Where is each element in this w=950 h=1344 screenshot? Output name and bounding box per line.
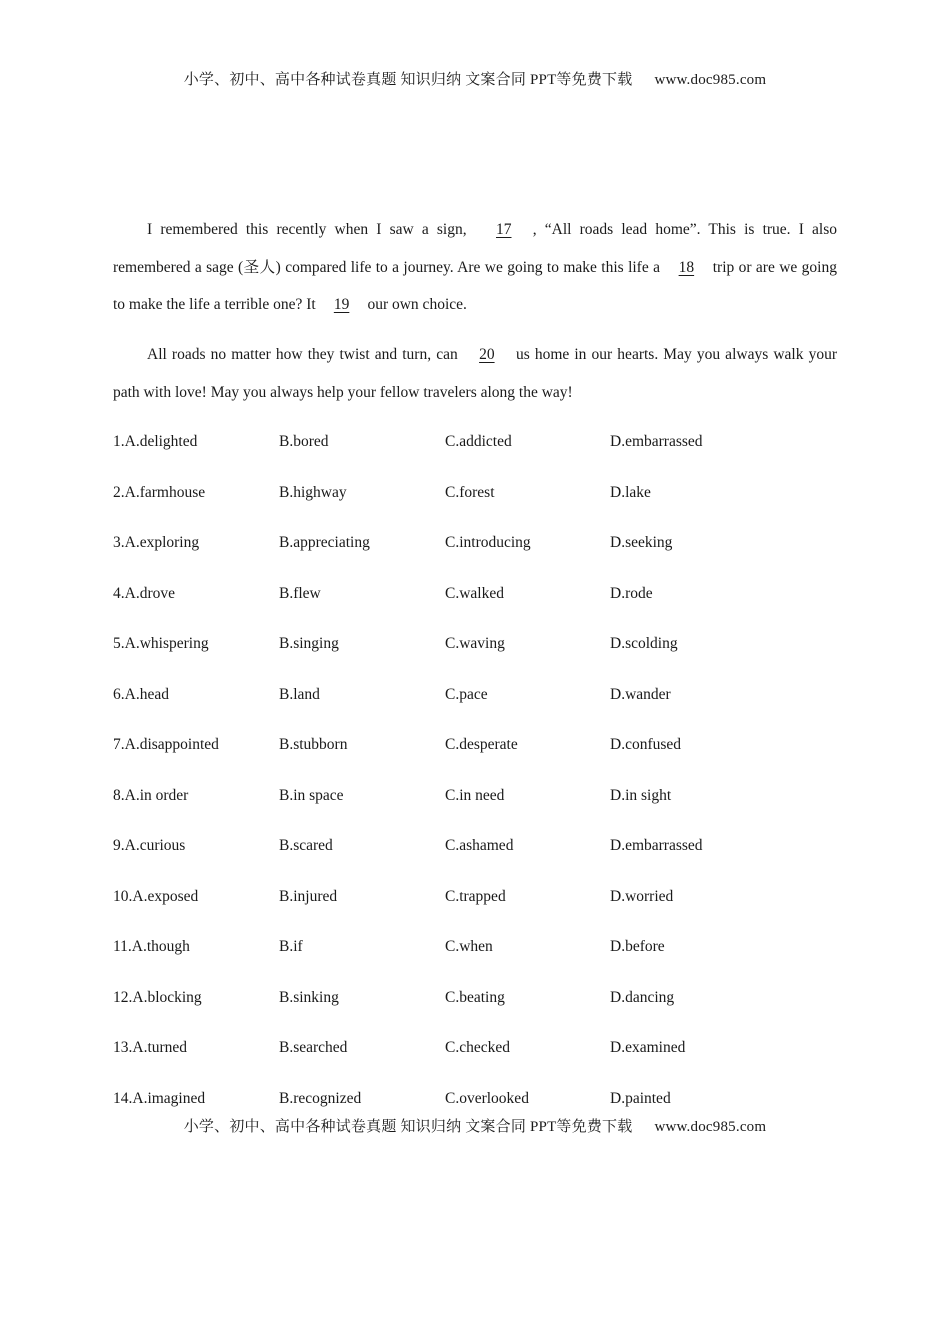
passage-paragraph-1 bbox=[113, 211, 837, 324]
option-d: D.wander bbox=[610, 685, 671, 703]
question-row bbox=[113, 630, 837, 681]
answer-options-list bbox=[113, 428, 837, 1135]
option-b: B.sinking bbox=[279, 988, 339, 1006]
blank-18: 18 bbox=[678, 258, 695, 276]
paragraph-text: us home in our hearts. May you always walk your path with love! May you always help your fellow travelers along the way! bbox=[113, 346, 837, 401]
option-b: B.injured bbox=[279, 887, 338, 905]
option-b: B.in space bbox=[279, 786, 344, 804]
header-url[interactable]: www.doc985.com bbox=[654, 72, 767, 88]
option-b: B.stubborn bbox=[279, 736, 348, 753]
option-c: C.walked bbox=[445, 584, 504, 602]
option-a: 4.A.drove bbox=[113, 584, 175, 602]
page-footer bbox=[0, 1115, 950, 1136]
paragraph-text: I remembered this recently when I saw a sign, bbox=[147, 221, 475, 238]
question-row bbox=[113, 984, 837, 1035]
question-row bbox=[113, 731, 837, 782]
option-d: D.before bbox=[610, 938, 665, 955]
blank-17: 17 bbox=[496, 221, 512, 238]
option-c: C.beating bbox=[445, 988, 505, 1006]
option-a: 3.A.exploring bbox=[113, 534, 200, 551]
option-a: 8.A.in order bbox=[113, 786, 189, 804]
option-a: 9.A.curious bbox=[113, 837, 186, 854]
option-d: D.dancing bbox=[610, 988, 675, 1006]
footer-text: 小学、初中、高中各种试卷真题 知识归纳 文案合同 PPT等免费下载 bbox=[183, 1119, 633, 1135]
option-b: B.highway bbox=[279, 483, 347, 501]
option-b: B.recognized bbox=[279, 1089, 362, 1107]
option-a: 13.A.turned bbox=[113, 1039, 188, 1056]
option-a: 2.A.farmhouse bbox=[113, 483, 206, 501]
paragraph-text: , “All roads lead home”. This is true. I also remembered a sage (圣人) compared life to a journey. Are we going to make this life a bbox=[113, 221, 837, 276]
option-c: C.addicted bbox=[445, 433, 512, 450]
blank-19: 19 bbox=[333, 296, 350, 313]
option-b: B.bored bbox=[279, 433, 329, 450]
option-a: 10.A.exposed bbox=[113, 887, 199, 905]
question-row bbox=[113, 782, 837, 833]
option-d: D.lake bbox=[610, 483, 651, 501]
option-a: 14.A.imagined bbox=[113, 1089, 206, 1107]
option-d: D.embarrassed bbox=[610, 837, 703, 854]
option-c: C.introducing bbox=[445, 534, 531, 551]
question-row bbox=[113, 832, 837, 883]
question-row bbox=[113, 580, 837, 631]
question-row bbox=[113, 1034, 837, 1085]
option-c: C.ashamed bbox=[445, 837, 514, 854]
footer-url[interactable]: www.doc985.com bbox=[654, 1119, 767, 1135]
option-a: 7.A.disappointed bbox=[113, 736, 219, 753]
option-d: D.in sight bbox=[610, 786, 672, 804]
question-row bbox=[113, 428, 837, 479]
option-c: C.desperate bbox=[445, 736, 518, 753]
option-d: D.seeking bbox=[610, 534, 673, 551]
option-b: B.flew bbox=[279, 584, 321, 602]
paragraph-text: our own choice. bbox=[363, 296, 467, 313]
option-c: C.checked bbox=[445, 1039, 510, 1056]
passage-paragraph-2 bbox=[113, 336, 837, 411]
option-b: B.if bbox=[279, 938, 303, 955]
option-c: C.trapped bbox=[445, 887, 506, 905]
option-d: D.examined bbox=[610, 1039, 686, 1056]
option-a: 5.A.whispering bbox=[113, 635, 209, 652]
option-a: 1.A.delighted bbox=[113, 433, 198, 450]
option-a: 6.A.head bbox=[113, 685, 169, 703]
option-d: D.painted bbox=[610, 1089, 671, 1107]
paragraph-text: All roads no matter how they twist and turn, can bbox=[147, 346, 463, 363]
paragraph-text: trip or are we going to make the life a terrible one? It bbox=[113, 258, 837, 313]
option-c: C.when bbox=[445, 938, 493, 955]
option-a: 12.A.blocking bbox=[113, 988, 202, 1006]
option-d: D.scolding bbox=[610, 635, 678, 652]
option-b: B.scared bbox=[279, 837, 333, 854]
option-c: C.overlooked bbox=[445, 1089, 529, 1107]
option-d: D.embarrassed bbox=[610, 433, 703, 450]
question-row bbox=[113, 529, 837, 580]
option-c: C.in need bbox=[445, 786, 505, 804]
option-d: D.worried bbox=[610, 887, 674, 905]
option-c: C.pace bbox=[445, 685, 488, 703]
page-header bbox=[0, 68, 950, 89]
option-b: B.appreciating bbox=[279, 534, 370, 551]
option-b: B.land bbox=[279, 685, 320, 703]
question-row bbox=[113, 933, 837, 984]
option-d: D.confused bbox=[610, 736, 682, 753]
option-c: C.forest bbox=[445, 483, 495, 501]
option-c: C.waving bbox=[445, 635, 505, 652]
question-row bbox=[113, 479, 837, 530]
header-text: 小学、初中、高中各种试卷真题 知识归纳 文案合同 PPT等免费下载 bbox=[183, 72, 633, 88]
option-a: 11.A.though bbox=[113, 938, 190, 955]
blank-20: 20 bbox=[479, 346, 495, 363]
option-d: D.rode bbox=[610, 584, 653, 602]
option-b: B.singing bbox=[279, 635, 339, 652]
option-b: B.searched bbox=[279, 1039, 348, 1056]
question-row bbox=[113, 681, 837, 732]
question-row bbox=[113, 883, 837, 934]
